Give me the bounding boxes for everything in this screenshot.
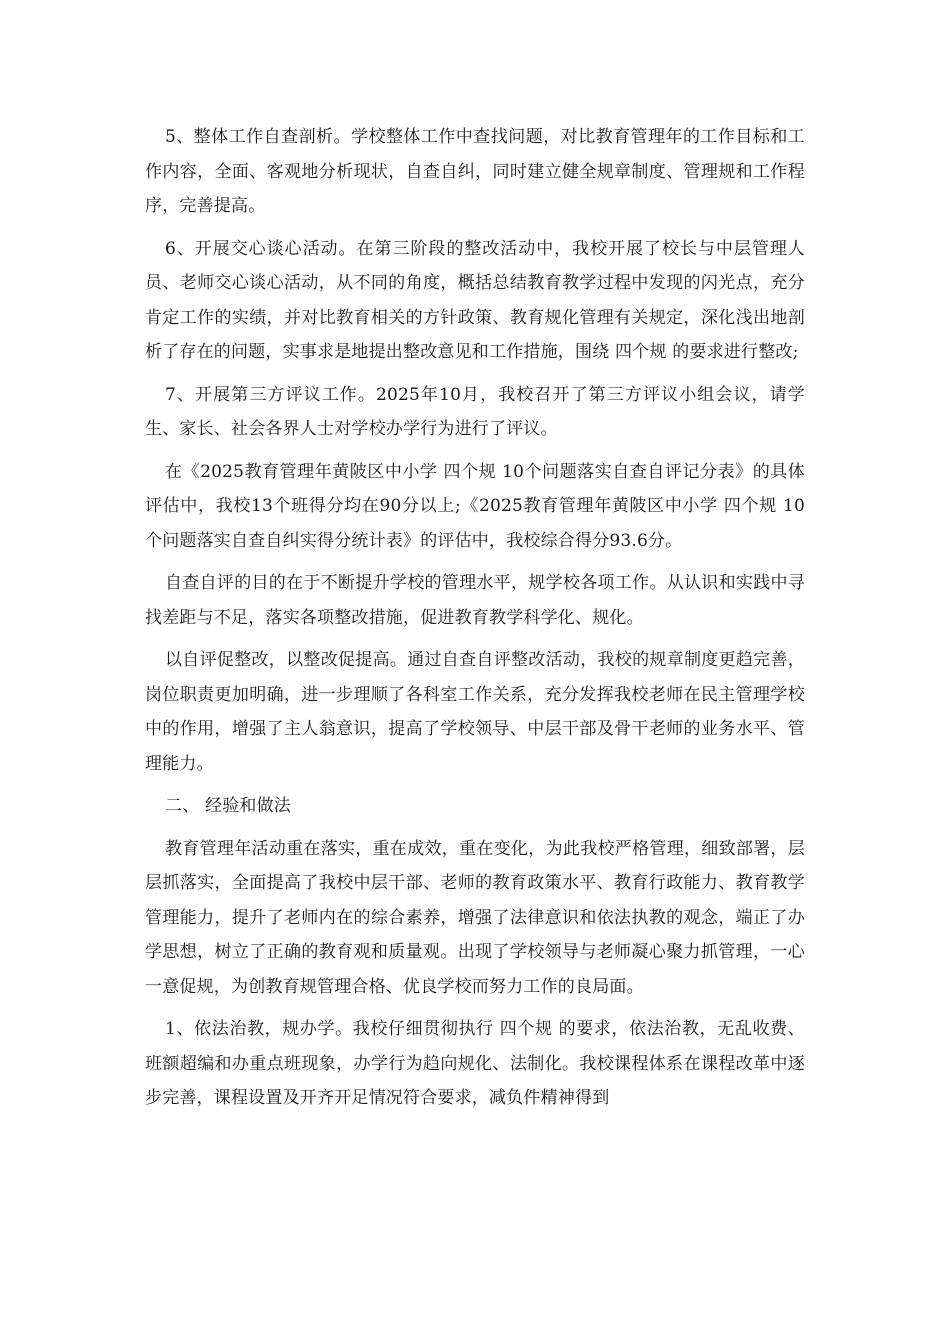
paragraph-self-analysis: 5、整体工作自查剖析。学校整体工作中查找问题，对比教育管理年的工作目标和工作内容，全面、客观地分析现状，自查自纠，同时建立健全规章制度、管理规和工作程序，完善提高。 [145,127,805,216]
paragraph-management-year: 教育管理年活动重在落实，重在成效，重在变化，为此我校严格管理，细致部署，层层抓落实，全面提高了我校中层干部、老师的教育政策水平、教育行政能力、教育教学管理能力，提升了老师内在的综合素养，增强了法律意识和依法执教的观念，端正了办学思想，树立了正确的教育观和质量观。出现了学校领导与老师凝心聚力抓管理，一心一意促规，为创教育规管理合格、优良学校而努力工作的良局面。 [145,838,805,997]
paragraph-heart-to-heart: 6、开展交心谈心活动。在第三阶段的整改活动中，我校开展了校长与中层管理人员、老师交心谈心活动，从不同的角度，概括总结教育教学过程中发现的闪光点，充分肯定工作的实绩，并对比教育相关的方针政策、教育规化管理有关规定，深化浅出地剖析了存在的问题，实事求是地提出整改意见和工作措施，围绕 四个规 的要求进行整改; [145,238,805,362]
paragraph-self-evaluation-purpose: 自查自评的目的在于不断提升学校的管理水平，规学校各项工作。从认识和实践中寻找差距与不足，落实各项整改措施，促进教育教学科学化、规化。 [145,573,805,628]
document-page [145,120,805,1124]
paragraph-rule-of-law: 1、依法治教，规办学。我校仔细贯彻执行 四个规 的要求，依法治教，无乱收费、班额超编和办重点班现象，办学行为趋向规化、法制化。我校课程体系在课程改革中逐步完善，课程设置及开齐开足情况符合要求，减负件精神得到 [145,1019,805,1108]
paragraph-evaluation-scores: 在《2025教育管理年黄陂区中小学 四个规 10个问题落实自查自评记分表》的具体评估中，我校13个班得分均在90分以上;《2025教育管理年黄陂区中小学 四个规 10个问题落实自查自纠实得分统计表》的评估中，我校综合得分93.6分。 [145,461,805,551]
paragraph-rectification: 以自评促整改，以整改促提高。通过自查自评整改活动，我校的规章制度更趋完善，岗位职责更加明确，进一步理顺了各科室工作关系，充分发挥我校老师在民主管理学校中的作用，增强了主人翁意识，提高了学校领导、中层干部及骨干老师的业务水平、管理能力。 [145,650,805,774]
paragraph-third-party-review: 7、开展第三方评议工作。2025年10月，我校召开了第三方评议小组会议，请学生、家长、社会各界人士对学校办学行为进行了评议。 [145,384,805,439]
section-heading-experience: 二、 经验和做法 [165,796,292,816]
